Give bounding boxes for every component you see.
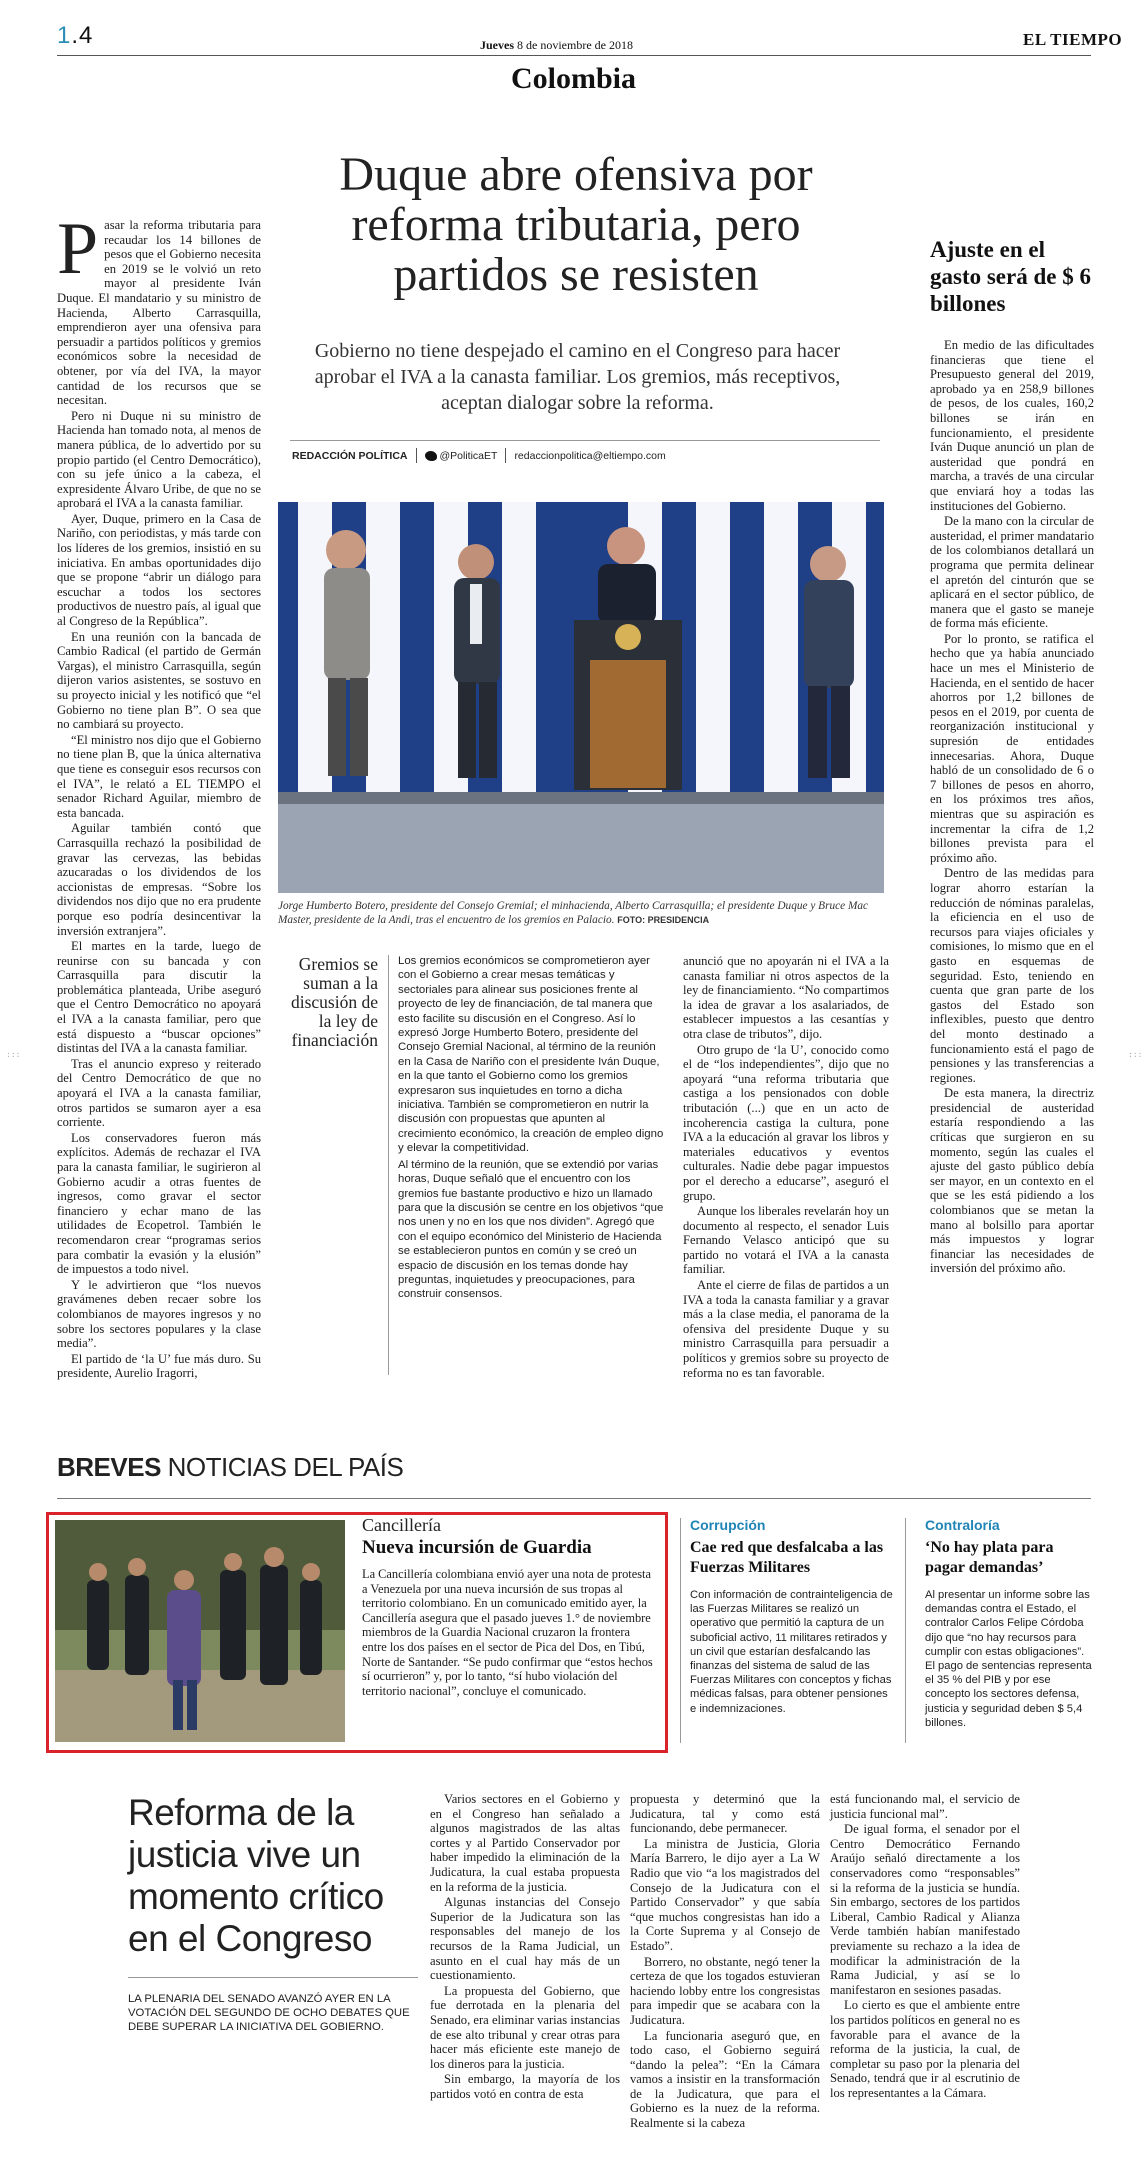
main-deck: Gobierno no tiene despejado el camino en el Congreso para hacer aprobar el IVA a la canasta familiar. Los gremios, más receptivos, aceptan dialogar sobre la reforma. <box>314 340 841 414</box>
brief-title: Cae red que desfalcaba a las Fuerzas Militares <box>690 1539 884 1576</box>
paragraph: De la mano con la circular de austeridad, el primer mandatario de los colombianos detallará un programa que permita delinear el apretón del cinturón que se aplicará en el sector público, de manera que el gasto se maneje de forma más eficiente. <box>930 514 1094 631</box>
brief-title: Nueva incursión de Guardia <box>362 1537 592 1558</box>
byline-email[interactable]: redaccionpolitica@eltiempo.com <box>514 449 666 462</box>
bottom-deck: LA PLENARIA DEL SENADO AVANZÓ AYER EN LA VOTACIÓN DEL SEGUNDO DE OCHO DEBATES QUE DEBE SUPERAR LA INICIATIVA DEL GOBIERNO. <box>128 1993 410 2033</box>
main-photo <box>278 502 884 893</box>
header-rule <box>57 55 1091 56</box>
page-number: 1.4 <box>57 22 94 49</box>
paragraph: De esta manera, la directriz presidencial de austeridad estaría respondiendo a las críticas que surgieron en su momento, según las cuales el ajuste del gasto público debía ser mayor, en un contexto en el que se les está pidiendo a los colombianos que se metan la mano al bolsillo para aportar más impuestos y lograr financiar las necesidades de inversión del próximo año. <box>930 1086 1094 1276</box>
bottom-headline: Reforma de la justicia vive un momento crítico en el Congreso <box>128 1792 384 1959</box>
brief-cancilleria <box>362 1515 654 1698</box>
brand-logo: EL TIEMPO <box>1023 30 1123 49</box>
paragraph: Al término de la reunión, que se extendió por varias horas, Duque señaló que el encuentro con los gremios fue bastante productivo e hizo un llamado para que la discusión se centre en los objetivos “que nos unen y no en los que nos dividen”. Agregó que con el equipo económico del Ministerio de Hacienda se establecieron puntos en común y se creó un espacio de discusión en los temas donde hay preguntas, inquietudes y preocupaciones, para construir consensos. <box>398 1158 664 1301</box>
twitter-icon <box>425 451 437 461</box>
column-rule <box>680 1518 681 1743</box>
brief-kicker: Contraloría <box>925 1517 1000 1533</box>
paragraph: Ante el cierre de filas de partidos a un IVA a toda la canasta familiar y a gravar más a la clase media, el panorama de la ofensiva del presidente Duque y su ministro Carrasquilla para persuadir a políticos y gremios sobre su proyecto de reforma no es tan favorable. <box>683 1278 889 1380</box>
byline-rule <box>290 440 880 441</box>
main-column-2 <box>398 954 664 1304</box>
paragraph: Y le advirtieron que “los nuevos gravámenes deben recaer sobre los colombianos de mayores ingresos y no sobre los sectores populares y la clase media”. <box>57 1277 261 1351</box>
deck-rule <box>128 1977 418 1978</box>
paragraph: De igual forma, el senador por el Centro Democrático Fernando Araújo señaló directamente a los conservadores como “responsables” si la reforma de la justicia se hundía. Sin embargo, sectores de los partidos Liberal, Cambio Radical y Alianza Verde también habían manifestado previamente su rechazo a la idea de modificar la administración de la Rama Judicial, y así se lo manifestaron en sesiones pasadas. <box>830 1822 1020 1997</box>
paragraph: Aunque los liberales revelarán hoy un documento al respecto, el senador Luis Fernando Velasco anticipó que su partido no votará el IVA a la canasta familiar. <box>683 1204 889 1277</box>
paragraph: Por lo pronto, se ratifica el hecho que ya había anunciado hace un mes el Ministerio de Hacienda, en el sentido de hacer ahorros por 1,2 billones de pesos en el 2019, por cuenta de reorganización institucional y supresión de entidades innecesarias. Ahora, Duque habló de un consolidado de 6 o 7 billones de pesos en ahorro, en los próximos tres años, mientras que su aspiración es incrementar la cifra de 1,2 billones prevista para el próximo año. <box>930 631 1094 865</box>
sidebar-title: Ajuste en el gasto será de $ 6 billones <box>930 237 1091 316</box>
byline-author: REDACCIÓN POLÍTICA <box>292 449 408 462</box>
byline-twitter[interactable]: @PoliticaET <box>439 449 498 462</box>
sidebar-body <box>930 338 1094 1277</box>
column-rule <box>905 1518 906 1743</box>
brief-contraloria <box>925 1517 1093 1730</box>
brief-title: ‘No hay plata para pagar demandas’ <box>925 1539 1054 1576</box>
paragraph: Lo cierto es que el ambiente entre los partidos políticos en general no es favorable para el avance de la reforma de la justicia, la cual, de completar su paso por la plenaria del Senado, tendrá que ir al escrutinio de los representantes a la Cámara. <box>830 1998 1020 2100</box>
paragraph: Aguilar también contó que Carrasquilla rechazó la posibilidad de gravar las cervezas, las bebidas azucaradas o los dividendos de los accionistas de empresas. “Sobre los dividendos nos dijo que no era prudente porque eso podría desincentivar la inversión extranjera”. <box>57 821 261 938</box>
photo-credit: FOTO: PRESIDENCIA <box>617 915 710 925</box>
section-title: Colombia <box>510 62 636 95</box>
breves-rule <box>57 1498 1091 1499</box>
breves-header: BREVES NOTICIAS DEL PAÍS <box>57 1452 404 1482</box>
paragraph: La ministra de Justicia, Gloria María Barrero, le dijo ayer a La W Radio que vio “a los magistrados del Consejo de la Judicatura con el Partido Conservador” y que sabía “que muchos congresistas han ido a la Corte Suprema y al Consejo de Estado”. <box>630 1836 820 1953</box>
paragraph: Los gremios económicos se comprometieron ayer con el Gobierno a crear mesas temáticas y sectoriales para alinear sus posiciones frente al proyecto de ley de financiación, de tal manera que esto facilite su discusión en el Congreso. Así lo expresó Jorge Humberto Botero, presidente del Consejo Gremial Nacional, al término de la reunión en la Casa de Nariño con el presidente Iván Duque, en la que tanto el Gobierno como los gremios expresaron sus inquietudes en torno a dicha iniciativa. También se comprometieron en nutrir la discusión con propuestas que apunten al crecimiento económico, la creación de empleo digno y elevar la competitividad. <box>398 955 664 1155</box>
brief-body: La Cancillería colombiana envió ayer una nota de protesta a Venezuela por una nueva incursión de sus tropas al territorio colombiano. En un comunicado emitido ayer, la Cancillería asegura que el pasado jueves 1.° de noviembre miembros de la Guardia Nacional cruzaron la frontera entre los dos países en el sector de Pica del Dos, en Tibú, Norte de Santander. “Se pudo confirmar que “estos hechos sí ocurrieron” y, por lo tanto, “sí hubo violación del territorio nacional”, concluye el comunicado. <box>362 1567 653 1698</box>
paragraph: Los conservadores fueron más explícitos. Además de rechazar el IVA para la canasta familiar, le sugirieron al Gobierno acudir a otras fuentes de ingresos, como gravar el sector financiero y echar mano de las utilidades de Ecopetrol. También le recomendaron crear “programas serios para combatir la evasión y la elusión” de impuestos a todo nivel. <box>57 1130 261 1277</box>
brief-body: Al presentar un informe sobre las demandas contra el Estado, el contralor Carlos Felipe Córdoba dijo que “no hay recursos para cumplir con estas obligaciones”. El pago de sentencias representa el 35 % del PIB y por ese concepto los sectores defensa, justicia y seguridad deben $ 5,4 billones. <box>925 1589 1092 1729</box>
brief-body: Con información de contrainteligencia de las Fuerzas Militares se realizó un operativo que permitió la captura de un suboficial activo, 11 militares retirados y un civil que estarían desfalcando las finanzas del sistema de salud de las Fuerzas Militares con conceptos y fichas médicas falsas, para obtener pensiones e indemnizaciones. <box>690 1589 893 1715</box>
paragraph: Pero ni Duque ni su ministro de Hacienda han tomado nota, al menos de manera pública, de lo advertido por su propio partido (el Centro Democrático), con su jefe único a la cabeza, el expresidente Álvaro Uribe, de que no se aprobará el IVA a la canasta familiar. <box>57 408 261 511</box>
brief-kicker: Cancillería <box>362 1515 441 1535</box>
paragraph: Sin embargo, la mayoría de los partidos votó en contra de esta <box>430 2072 620 2101</box>
paragraph: asar la reforma tributaria para recaudar los 14 billones de pesos que el Gobierno necesita en 2019 se le volvió un reto mayor al presidente Iván Duque. El mandatario y su ministro de Hacienda, Alberto Carrasquilla, emprendieron ayer una ofensiva para persuadir a partidos políticos y gremios económicos sobre la necesidad de obtener, por vía del IVA, la mayor cantidad de los recursos que se necesitan. <box>57 218 261 408</box>
paragraph: En medio de las dificultades financieras que tiene el Presupuesto general del 2019, aprobado ya en 258,9 billones de pesos, de los cuales, 160,2 billones se irán en funcionamiento, el presidente Iván Duque anunció un plan de austeridad que pondrá en marcha, a través de una circular que enviará hoy a todas las instituciones del Gobierno. <box>930 338 1094 513</box>
paragraph: La propuesta del Gobierno, que fue derrotada en la plenaria del Senado, era eliminar varias instancias de ese alto tribunal y crear otras para hacer más eficiente este manejo de los dineros para la justicia. <box>430 1983 620 2071</box>
paragraph: Otro grupo de ‘la U’, conocido como el de “los independientes”, dijo que no apoyará “una reforma tributaria que castiga a los pensionados con doble tributación (...) que en un acto de incoherencia castiga la cultura, pone IVA a la educación al gravar los libros y materiales educativos y eventos culturales. Nadie debe pagar impuestos por el derecho a educarse”, aseguró el grupo. <box>683 1042 889 1203</box>
pull-quote-rule <box>388 955 389 1375</box>
bottom-column-2 <box>630 1792 820 2132</box>
paragraph: La funcionaria aseguró que, en todo caso, el Gobierno seguirá “dando la pelea”: “En la Cámara vamos a insistir en la transformación de la Judicatura, que para el Gobierno es la nuez de la reforma. Realmente si la cabeza <box>630 2028 820 2131</box>
main-column-1 <box>57 208 261 1382</box>
paragraph: En una reunión con la bancada de Cambio Radical (el partido de Germán Vargas), el ministro Carrasquilla, según dijeron varios asistentes, se sostuvo en su proyecto inicial y les notificó que “el Gobierno no tiene plan B”. O sea que no cambiará su proyecto. <box>57 629 261 732</box>
paragraph: Algunas instancias del Consejo Superior de la Judicatura son las responsables del manejo de los recursos de la Rama Judicial, un asunto en el cual hay más de un cuestionamiento. <box>430 1895 620 1983</box>
paragraph: Dentro de las medidas para lograr ahorro estarían la reducción de nóminas paralelas, la eficiencia en el uso de recursos para viajes oficiales y comisiones, lo mismo que en el gasto en esquemas de seguridad. Esto, teniendo en cuenta que gran parte de los gastos del Estado son inflexibles, puesto que dentro del monto destinado a funcionamiento está el pago de pensiones y las transferencias a regiones. <box>930 866 1094 1085</box>
paragraph: está funcionando mal, el servicio de justicia funcional mal”. <box>830 1792 1020 1821</box>
paragraph: Borrero, no obstante, negó tener la certeza de que los togados estuvieran haciendo lobby entre los congresistas para impedir que se acabara con la Judicatura. <box>630 1954 820 2027</box>
paragraph: anunció que no apoyarán ni el IVA a la canasta familiar ni otros aspectos de la ley de financiamiento. “No compartimos la idea de gravar a los asalariados, de establecer impuestos a las cesantías y otra clase de tributos”, dijo. <box>683 954 889 1041</box>
fold-mark: ::: <box>6 1050 21 1059</box>
paragraph: El partido de ‘la U’ fue más duro. Su presidente, Aurelio Iragorri, <box>57 1351 261 1381</box>
paragraph: propuesta y determinó que la Judicatura, tal y como está funcionando, debe permanecer. <box>630 1792 820 1836</box>
main-column-3 <box>683 954 889 1381</box>
brief-photo <box>55 1520 345 1742</box>
photo-caption: Jorge Humberto Botero, presidente del Consejo Gremial; el minhacienda, Alberto Carrasquilla; el presidente Duque y Bruce Mac Master, presidente de la Andi, tras el encuentro de los gremios en Palacio. FOTO: PRESIDENCIA <box>278 900 869 926</box>
brief-corrupcion <box>690 1517 895 1716</box>
byline <box>292 448 666 463</box>
paragraph: Ayer, Duque, primero en la Casa de Nariño, con periodistas, y más tarde con los líderes de los gremios, insistió en su iniciativa. En ambas oportunidades dijo que se propone “abrir un diálogo para escuchar a todos los sectores productivos de nuestro país, al igual que al Congreso de la República”. <box>57 511 261 629</box>
bottom-column-1 <box>430 1792 620 2102</box>
dateline: Jueves 8 de noviembre de 2018 <box>480 38 633 52</box>
main-headline: Duque abre ofensiva por reforma tributaria, pero partidos se resisten <box>339 148 813 301</box>
pull-quote: Gremios se suman a la discusión de la ley de financiación <box>290 954 378 1050</box>
paragraph: Tras el anuncio expreso y reiterado del Centro Democrático de que no apoyará el IVA a la canasta familiar, otros partidos se sumaron ayer a esa corriente. <box>57 1056 261 1130</box>
fold-mark: ::: <box>1128 1050 1143 1059</box>
bottom-column-3 <box>830 1792 1020 2101</box>
paragraph: “El ministro nos dijo que el Gobierno no tiene plan B, que la única alternativa que tiene es conseguir esos recursos con el IVA”, le relató a EL TIEMPO el senador Richard Aguilar, miembro de esta bancada. <box>57 732 261 820</box>
brief-kicker: Corrupción <box>690 1517 766 1533</box>
dropcap: P <box>57 208 99 290</box>
paragraph: Varios sectores en el Gobierno y en el Congreso han señalado a algunos magistrados de las altas cortes y al Partido Conservador por haber impedido la eliminación de la Judicatura, la cual estaba propuesta en la reforma de la justicia. <box>430 1792 620 1894</box>
paragraph: El martes en la tarde, luego de reunirse con su bancada y con Carrasquilla para discutir la problemática planteada, Uribe aseguró que el Centro Democrático no apoyará el IVA a la canasta familiar, pero que está dispuesto a “buscar opciones” distintas del IVA a la canasta familiar. <box>57 939 261 1056</box>
